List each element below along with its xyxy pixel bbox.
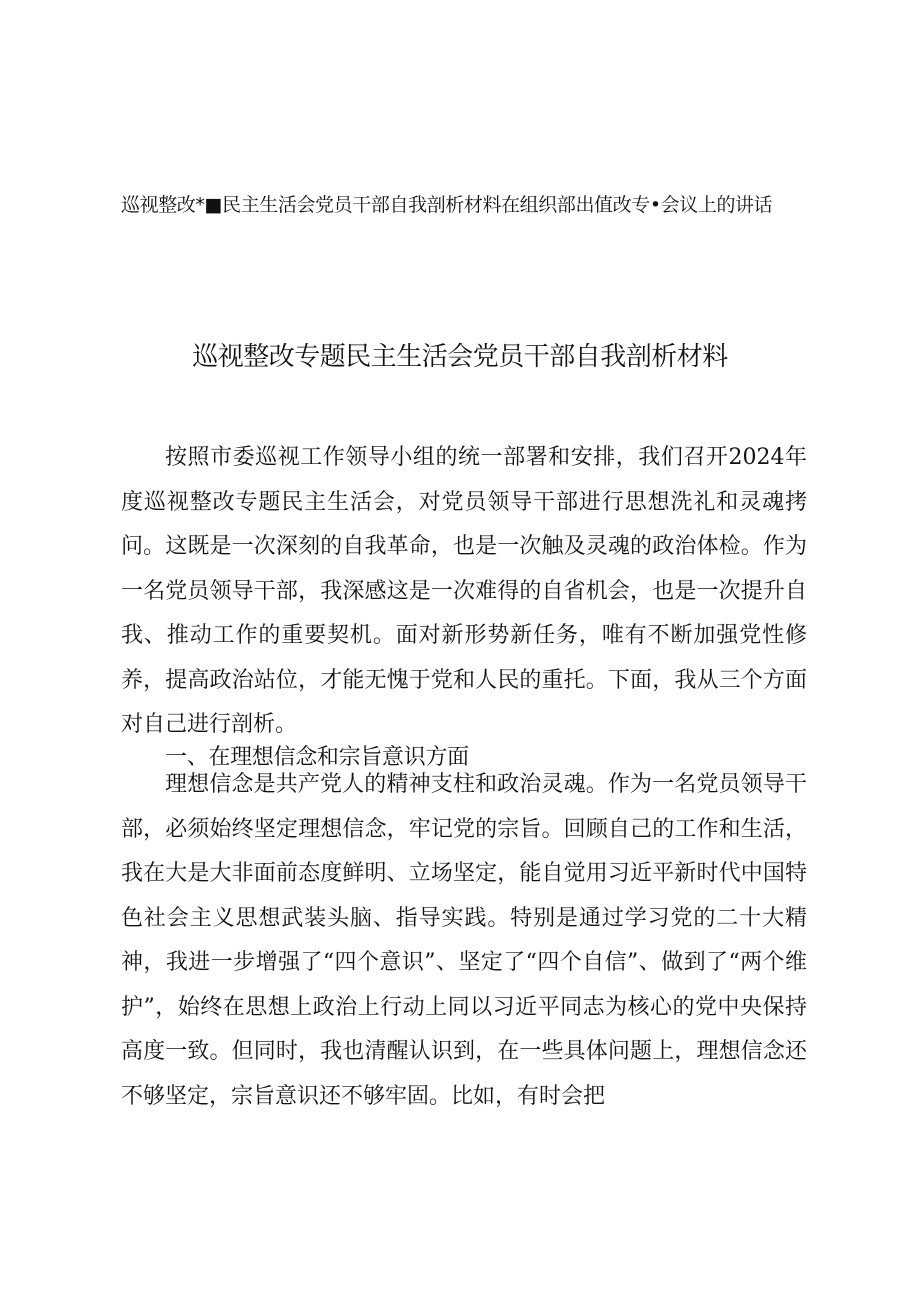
document-file-title: 巡视整改*■民主生活会党员干部自我剖析材料在组织部出值改专•会议上的讲话 — [121, 194, 773, 216]
paragraph-section-1-text: 理想信念是共产党人的精神支柱和政治灵魂。作为一名党员领导干部，必须始终坚定理想信念，牢记党的宗旨。回顾自己的工作和生活，我在大是大非面前态度鲜明、立场坚定，能自觉用习近平新时代中国特色社会主义思想武装头脑、指导实践。特别是通过学习党的二十大精神，我进一步增强了“四个意识”、坚定了“四个自信”、做到了“两个维护”，始终在思想上政治上行动上同以习近平同志为核心的党中央保持高度一致。但同时，我也清醒认识到，在一些具体问题上，理想信念还不够坚定，宗旨意识还不够牢固。比如，有时会把 — [121, 772, 807, 1109]
document-main-title: 巡视整改专题民主生活会党员干部自我剖析材料 — [192, 342, 728, 372]
paragraph-intro-text: 按照市委巡视工作领导小组的统一部署和安排，我们召开2024年度巡视整改专题民主生活会，对党员领导干部进行思想洗礼和灵魂拷问。这既是一次深刻的自我革命，也是一次触及灵魂的政治体检。作为一名党员领导干部，我深感这是一次难得的自省机会，也是一次提升自我、推动工作的重要契机。面对新形势新任务，唯有不断加强党性修养，提高政治站位，才能无愧于党和人民的重托。下面，我从三个方面对自己进行剖析。 — [121, 445, 807, 737]
section-heading-1: 一、在理想信念和宗旨意识方面 — [165, 745, 469, 770]
paragraph-intro — [121, 436, 807, 736]
paragraph-section-1 — [121, 763, 807, 1163]
